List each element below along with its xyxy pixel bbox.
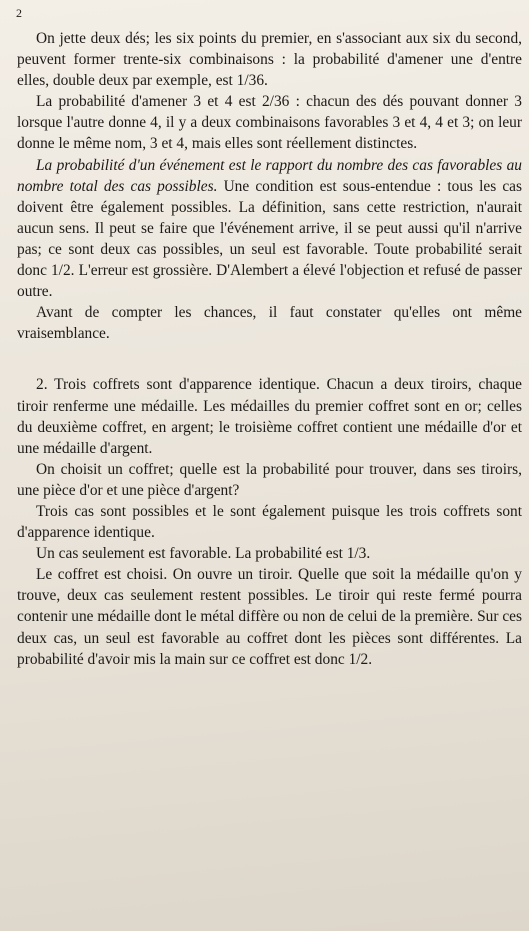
paragraph-three-boxes: 2. Trois coffrets sont d'apparence identique. Chacun a deux tiroirs, chaque tiroir renferme une médaille. Les médailles du premier coffret sont en or; celles du deuxième coffret, en argent; le troisième coffret contient une médaille d'or et une médaille d'argent. bbox=[17, 376, 522, 457]
paragraph-dice-combinations: On jette deux dés; les six points du premier, en s'associant aux six du second, peuvent former trente-six combinaisons : la probabilité d'amener une d'entre elles, double deux par exemple, est 1/36. bbox=[17, 30, 522, 90]
section-gap bbox=[17, 344, 522, 374]
paragraph-one-third: Un cas seulement est favorable. La probabilité est 1/3. bbox=[36, 545, 371, 563]
page-number: 2 bbox=[16, 6, 22, 20]
paragraph-question: On choisit un coffret; quelle est la probabilité pour trouver, dans ses tiroirs, une pièce d'or et une pièce d'argent? bbox=[17, 460, 522, 499]
paragraph-three-cases: Trois cas sont possibles et le sont également puisque les trois coffrets sont d'apparence identique. bbox=[17, 502, 522, 542]
paragraph-three-and-four: La probabilité d'amener 3 et 4 est 2/36 : chacun des dés pouvant donner 3 lorsque l'autre donne 4, il y a deux combinaisons favorables 3 et 4, 4 et 3; on leur donne le même nom, 3 et 4, mais elles sont réellement distinctes. bbox=[17, 93, 522, 153]
definition-italic: La probabilité d'un événement est le rapport du nombre des cas favorables au nombre total des cas possibles. bbox=[17, 156, 522, 195]
body-text bbox=[17, 28, 522, 670]
paragraph-one-half: Le coffret est choisi. On ouvre un tiroir. Quelle que soit la médaille qu'on y trouve, deux cas seulement restent possibles. Le tiroir qui reste fermé pourra contenir une médaille dont le métal diffère ou non de celui de la première. Sur ces deux cas, un seul est favorable au coffret dont les pièces sont différentes. La probabilité d'avoir mis la main sur ce coffret est donc 1/2. bbox=[17, 566, 522, 668]
paragraph-vraisemblance: Avant de compter les chances, il faut constater qu'elles ont même vraisemblance. bbox=[17, 304, 522, 343]
definition-rest: Une condition est sous-entendue : tous les cas doivent être également possibles. La définition, sans cette restriction, n'aurait aucun sens. Il peut se faire que l'événement arrive, il se peut aussi qu'il n'arrive pas; ce sont deux cas possibles, un seul est favorable. Toute probabilité serait donc 1/2. L'erreur est grossière. D'Alembert a élevé l'objection et refusé de passer outre. bbox=[17, 177, 522, 301]
paragraph-definition bbox=[17, 155, 522, 303]
